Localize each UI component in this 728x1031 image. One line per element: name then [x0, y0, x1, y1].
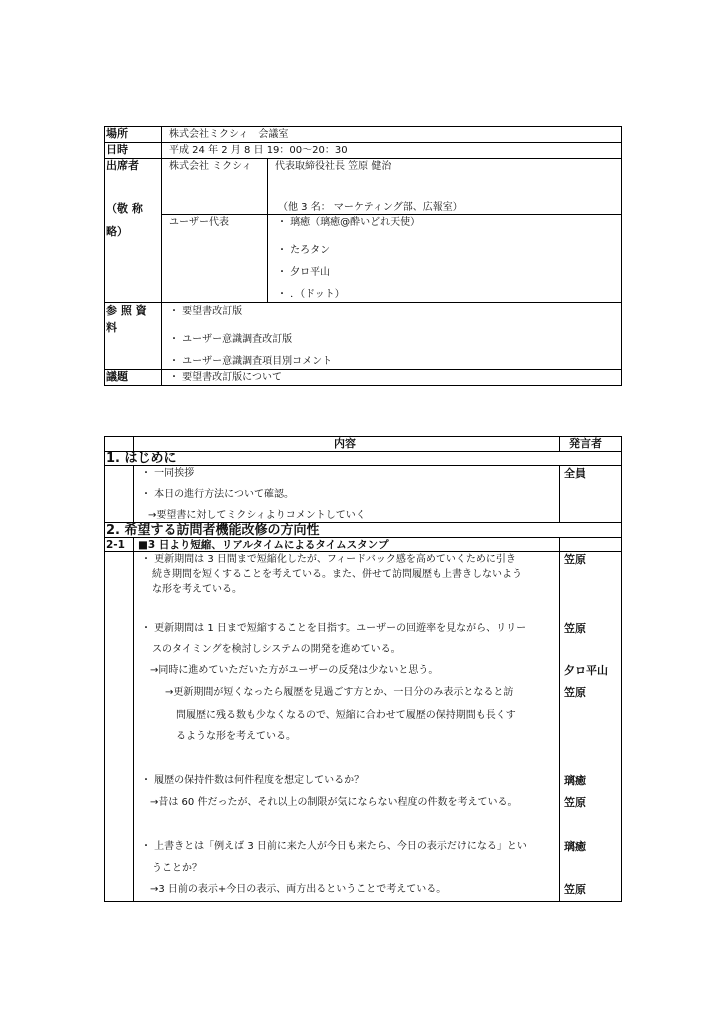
- border: [104, 436, 622, 437]
- minutes-line: うことか？: [152, 863, 202, 874]
- border: [133, 538, 134, 901]
- border: [104, 436, 105, 902]
- sec1-speaker: 全員: [564, 467, 586, 480]
- border: [104, 142, 622, 143]
- minutes-line: スのタイミングを検討しシステムの開発を進めている。: [152, 644, 401, 655]
- subsection-number: 2-1: [106, 539, 125, 551]
- sec1-item: ・ 本日の進行方法について確認。: [141, 489, 294, 500]
- user-rep-label: ユーザー代表: [169, 217, 229, 228]
- user-rep-item: ・ 夕ロ平山: [277, 267, 331, 278]
- minutes-line: →同時に進めていただいた方がユーザーの反発は少ないと思う。: [150, 665, 439, 676]
- speaker: 夕ロ平山: [564, 664, 608, 677]
- border: [104, 901, 622, 902]
- speaker: 笠原: [564, 686, 586, 699]
- section-2-title: 2. 希望する訪問者機能改修の方向性: [106, 523, 320, 538]
- company-others: （他 3 名： マーケティング部、広報室）: [278, 202, 463, 213]
- border: [559, 436, 560, 452]
- user-rep-item: ・ 璃癒（璃癒@酔いどれ天使）: [277, 217, 421, 228]
- subsection-title: ■3 日より短縮、リアルタイムによるタイムスタンプ: [138, 539, 389, 551]
- border: [104, 369, 622, 370]
- border: [267, 158, 268, 302]
- border: [161, 126, 162, 386]
- border: [133, 466, 134, 523]
- speaker: 璃癒: [564, 774, 586, 787]
- minutes-line: →昔は 60 件だったが、それ以上の制限が気にならない程度の件数を考えている。: [150, 797, 518, 808]
- border: [133, 436, 134, 452]
- ref-item: ・ 要望書改訂版: [169, 306, 243, 317]
- border: [104, 126, 105, 386]
- place-value: 株式会社ミクシィ 会議室: [169, 129, 289, 140]
- speaker: 璃癒: [564, 840, 586, 853]
- border: [161, 214, 622, 215]
- section-1-title: 1. はじめに: [106, 451, 177, 466]
- minutes-line: 続き期間を短くすることを考えている。また、併せて訪問履歴も上書きしないよう: [152, 569, 522, 580]
- border: [104, 551, 622, 552]
- company-name: 株式会社 ミクシィ: [169, 161, 252, 172]
- ref-label: 参 照 資: [106, 304, 147, 317]
- border: [559, 466, 560, 523]
- speaker: 笠原: [564, 796, 586, 809]
- ref-item: ・ ユーザー意識調査改訂版: [169, 334, 293, 345]
- minutes-line: 問履歴に残る数も少なくなるので、短縮に合わせて履歴の保持期間も長くす: [176, 710, 516, 721]
- speaker: 笠原: [564, 622, 586, 635]
- border: [104, 385, 622, 386]
- user-rep-item: ・ ．（ドット）: [277, 289, 345, 300]
- minutes-line: ・ 更新期間は 1 日まで短縮することを目指す。ユーザーの回遊率を見ながら、リリー: [141, 623, 527, 634]
- agenda-value: ・ 要望書改訂版について: [169, 372, 282, 383]
- border: [104, 465, 622, 466]
- border: [559, 538, 560, 901]
- attendees-honorific-end: 略）: [106, 225, 128, 238]
- border: [104, 126, 622, 127]
- minutes-line: な形を考えている。: [152, 584, 242, 595]
- minutes-line: ・ 更新期間は 3 日間まで短縮化したが、フィードバック感を高めていくために引き: [141, 554, 516, 565]
- sec1-item: ・ 一同挨拶: [141, 468, 195, 479]
- sec1-item: →要望書に対してミクシィよりコメントしていく: [148, 510, 366, 521]
- speaker: 笠原: [564, 553, 586, 566]
- border: [104, 158, 622, 159]
- border: [104, 302, 622, 303]
- ref-item: ・ ユーザー意識調査項目別コメント: [169, 356, 333, 367]
- minutes-line: →3 日前の表示+今日の表示、両方出るということで考えている。: [150, 884, 447, 895]
- minutes-line: ・ 上書きとは「例えば 3 日前に来た人が今日も来たら、今日の表示だけになる」とい: [141, 841, 527, 852]
- col-speaker-header: 発言者: [569, 437, 602, 450]
- col-content-header: 内容: [334, 437, 356, 450]
- minutes-line: ・ 履歴の保持件数は何件程度を想定しているか？: [141, 775, 365, 786]
- ref-label-end: 料: [106, 321, 117, 334]
- company-ceo: 代表取締役社長 笠原 健治: [275, 161, 392, 172]
- date-label: 日時: [106, 143, 128, 156]
- speaker: 笠原: [564, 883, 586, 896]
- date-value: 平成 24 年 2 月 8 日 19：00～20：30: [169, 145, 348, 156]
- minutes-line: →更新期間が短くなったら履歴を見過ごす方とか、一日分のみ表示となると訪: [165, 687, 514, 698]
- border: [621, 126, 622, 386]
- attendees-honorific: （敬 称: [106, 202, 143, 215]
- place-label: 場所: [106, 127, 128, 140]
- minutes-line: るような形を考えている。: [176, 731, 296, 742]
- border: [621, 436, 622, 902]
- agenda-label: 議題: [106, 370, 128, 383]
- attendees-label: 出席者: [106, 159, 139, 172]
- border: [104, 451, 622, 452]
- user-rep-item: ・ たろタン: [277, 245, 331, 256]
